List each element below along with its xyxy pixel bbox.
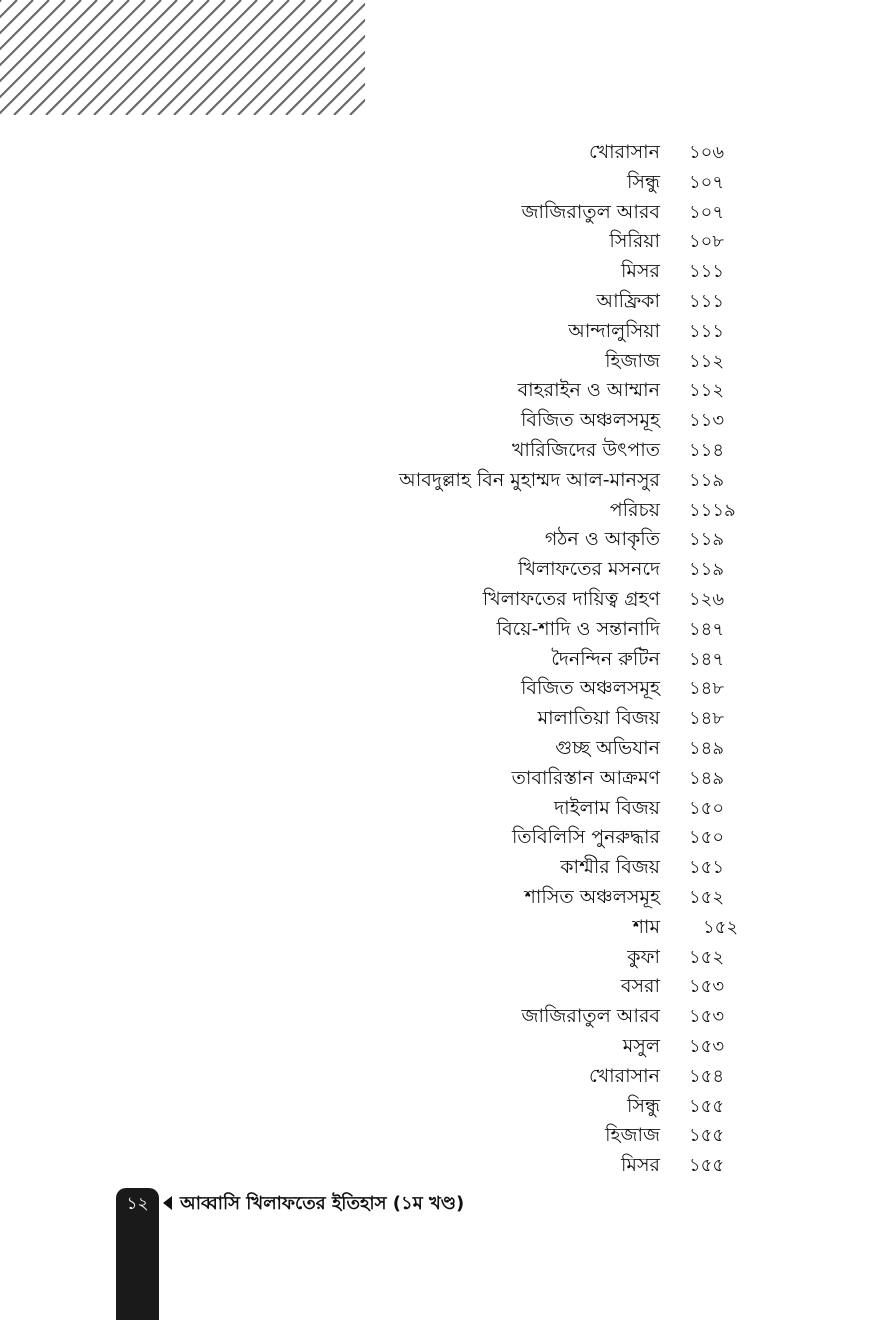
toc-entry-page: ১০৭ <box>689 201 725 223</box>
toc-entry <box>0 347 870 377</box>
toc-entry <box>0 525 870 555</box>
toc-entry-page: ১৪৯ <box>689 737 725 759</box>
toc-entry-page: ১৫৩ <box>689 1035 725 1057</box>
toc-entry <box>0 317 870 347</box>
toc-entry <box>0 1032 870 1062</box>
toc-entry-title: সিন্ধু <box>626 170 660 193</box>
toc-entry-title: মালাতিয়া বিজয় <box>537 707 660 730</box>
toc-entry-page: ১৫২ <box>689 946 725 968</box>
toc-entry <box>0 227 870 257</box>
toc-entry <box>0 168 870 198</box>
toc-entry-title: খোরাসান <box>588 1064 660 1087</box>
toc-entry <box>0 138 870 168</box>
table-of-contents <box>0 138 870 1181</box>
toc-entry-page: ১১১ <box>689 261 725 283</box>
toc-entry-title: তাবারিস্তান আক্রমণ <box>511 766 660 789</box>
toc-entry-title: বাহরাইন ও আম্মান <box>517 379 660 402</box>
toc-entry-title: বিজিত অঞ্চলসমূহ <box>520 677 660 700</box>
toc-entry-title: হিজাজ <box>605 1124 660 1147</box>
page-number: ১২ <box>126 1194 149 1214</box>
toc-entry-page: ১১৯ <box>689 559 725 581</box>
toc-entry <box>0 1062 870 1092</box>
toc-entry-page: ১১২ <box>689 350 725 372</box>
toc-entry <box>0 257 870 287</box>
toc-entry <box>0 853 870 883</box>
toc-entry-title: দাইলাম বিজয় <box>554 796 660 819</box>
toc-entry <box>0 674 870 704</box>
toc-entry <box>0 794 870 824</box>
toc-entry-page: ১০৭ <box>689 171 725 193</box>
toc-entry-title: খিলাফতের দায়িত্ব গ্রহণ <box>482 587 660 610</box>
toc-entry-title: খোরাসান <box>588 141 660 163</box>
toc-entry <box>0 466 870 496</box>
arrow-left-icon <box>163 1196 172 1210</box>
toc-entry-page: ১৪৮ <box>689 678 725 700</box>
toc-entry-page: ১১২ <box>689 380 725 402</box>
toc-entry-page: ১৫০ <box>689 827 725 849</box>
hatch-pattern-decoration <box>0 0 365 115</box>
toc-entry <box>0 555 870 585</box>
toc-entry <box>0 645 870 675</box>
toc-entry <box>0 406 870 436</box>
toc-entry <box>0 943 870 973</box>
toc-entry-page: ১০৮ <box>689 231 725 253</box>
toc-entry-page: ১৫৪ <box>689 1065 725 1087</box>
toc-entry-title: দৈনন্দিন রুটিন <box>551 647 660 670</box>
toc-entry-title: সিরিয়া <box>609 230 660 253</box>
toc-entry-page: ১১৩ <box>689 410 725 432</box>
toc-entry <box>0 1002 870 1032</box>
toc-entry-page: ১১৯ <box>689 529 725 551</box>
toc-entry-page: ১৫২ <box>689 886 725 908</box>
toc-entry-page: ১১১৯ <box>689 499 736 521</box>
toc-entry-page: ১১১ <box>689 290 725 312</box>
toc-entry-title: আন্দালুসিয়া <box>568 319 660 342</box>
toc-entry <box>0 1151 870 1181</box>
toc-entry-page: ১০৬ <box>689 142 725 163</box>
toc-entry-page: ১৫৩ <box>689 976 725 998</box>
toc-entry-title: গঠন ও আকৃতি <box>544 528 660 551</box>
toc-entry <box>0 823 870 853</box>
toc-entry-page: ১৫২ <box>703 916 739 938</box>
toc-entry <box>0 1092 870 1122</box>
toc-entry <box>0 734 870 764</box>
toc-entry-title: পরিচয় <box>609 498 660 521</box>
toc-entry <box>0 287 870 317</box>
toc-entry <box>0 198 870 228</box>
toc-entry-page: ১৫৩ <box>689 1006 725 1028</box>
toc-entry-page: ১১১ <box>689 320 725 342</box>
toc-entry-title: কাশ্মীর বিজয় <box>560 856 660 879</box>
toc-entry <box>0 496 870 526</box>
toc-entry-page: ১৪৮ <box>689 708 725 730</box>
toc-entry-title: আফ্রিকা <box>596 289 660 312</box>
toc-entry-title: শাসিত অঞ্চলসমূহ <box>524 885 660 908</box>
toc-entry-page: ১৫৫ <box>689 1125 725 1147</box>
toc-entry-page: ১৫০ <box>689 797 725 819</box>
book-title: আব্বাসি খিলাফতের ইতিহাস (১ম খণ্ড) <box>180 1193 465 1214</box>
toc-entry-title: মিসর <box>621 1154 660 1177</box>
toc-entry-page: ১৫৫ <box>689 1155 725 1177</box>
toc-entry-title: বিয়ে-শাদি ও সন্তানাদি <box>496 617 660 640</box>
toc-entry-title: খারিজিদের উৎপাত <box>511 438 660 461</box>
toc-entry <box>0 1121 870 1151</box>
toc-entry-page: ১৫৫ <box>689 1095 725 1117</box>
toc-entry-page: ১৪৯ <box>689 767 725 789</box>
toc-entry <box>0 376 870 406</box>
toc-entry-title: খিলাফতের মসনদে <box>518 558 660 581</box>
toc-entry-title: মসুল <box>622 1034 660 1057</box>
toc-entry <box>0 436 870 466</box>
toc-entry-title: বসরা <box>620 975 660 998</box>
toc-entry <box>0 704 870 734</box>
toc-entry-page: ১৪৭ <box>689 618 725 640</box>
toc-entry <box>0 883 870 913</box>
toc-entry-title: হিজাজ <box>605 349 660 372</box>
toc-entry <box>0 913 870 943</box>
toc-entry-title: বিজিত অঞ্চলসমূহ <box>520 409 660 432</box>
toc-entry-page: ১১৪ <box>689 439 725 461</box>
toc-entry <box>0 585 870 615</box>
toc-entry-title: গুচ্ছ অভিযান <box>555 736 660 759</box>
toc-entry-page: ১১৯ <box>689 469 725 491</box>
toc-entry <box>0 764 870 794</box>
toc-entry-title: সিন্ধু <box>626 1094 660 1117</box>
toc-entry-title: শাম <box>632 915 660 938</box>
toc-entry-title: তিবিলিসি পুনরুদ্ধার <box>511 826 660 849</box>
toc-entry-title: আবদুল্লাহ বিন মুহাম্মদ আল-মানসুর <box>399 468 660 491</box>
toc-entry <box>0 615 870 645</box>
toc-entry-page: ১৫১ <box>689 857 725 879</box>
toc-entry-title: কুফা <box>627 945 660 968</box>
toc-entry-title: মিসর <box>621 260 660 283</box>
toc-entry <box>0 972 870 1002</box>
toc-entry-page: ১২৬ <box>689 588 725 610</box>
toc-entry-title: জাজিরাতুল আরব <box>521 1005 660 1028</box>
toc-entry-title: জাজিরাতুল আরব <box>521 200 660 223</box>
toc-entry-page: ১৪৭ <box>689 648 725 670</box>
